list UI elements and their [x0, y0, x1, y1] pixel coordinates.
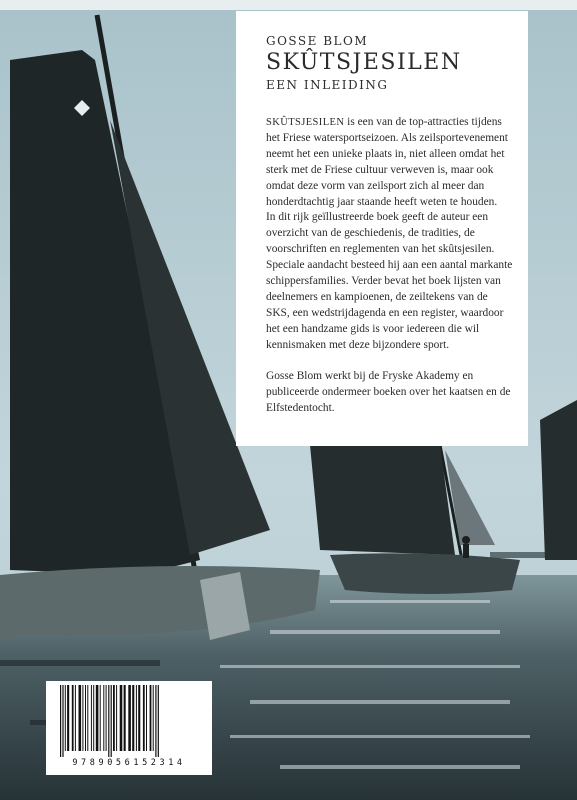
barcode-bar [124, 685, 126, 751]
barcode-bar [82, 685, 83, 751]
barcode-bar [113, 685, 115, 751]
barcode-bar [111, 685, 112, 757]
barcode-bar [150, 685, 152, 751]
barcode-bar [106, 685, 107, 751]
text-panel [236, 11, 528, 446]
blurb-paragraph-intro [266, 115, 514, 210]
blurb [266, 115, 514, 417]
barcode-bar [138, 685, 140, 751]
blurb-paragraph-author-bio: Gosse Blom werkt bij de Fryske Akademy en publiceerde ondermeer boeken over het kaatsen en de Elfstedentocht. [266, 370, 511, 415]
barcode-bar [87, 685, 88, 751]
barcode-bar [75, 685, 76, 751]
barcode-bar [93, 685, 94, 751]
blurb-paragraph-content: In dit rijk geïllustreerde boek geeft de auteur een overzicht van de geschiedenis, de tradities, de voorschriften en reglementen van het skûtsjesilen. Speciale aandacht besteed hij aan een aantal markante schippersfamilies. Verder bevat het boek lijsten van deelnemers en kampioenen, de zeiltekens van de SKS, een wedstrijdagenda en een register, waardoor het een handzame gids is voor iedereen die wil kennismaken met deze bijzondere sport. [266, 211, 513, 351]
barcode-bar [85, 685, 86, 751]
barcode-bar [143, 685, 145, 751]
barcode-bar [79, 685, 82, 751]
barcode-bar [65, 685, 66, 751]
blurb-intro-text: is een van de top-attracties tijdens het Friese watersportseizoen. Als zeilsportevenement neemt het een unieke plaats in, niet alleen omdat het sterk met de Friese cultuur verweven is, maar ook omdat deze vorm van zeilsport zich al meer dan honderdtachtig jaar staande heeft weten te houden. [266, 116, 508, 208]
isbn-number: 9789056152314 [72, 758, 186, 768]
barcode-bar [116, 685, 117, 751]
barcode-bar [155, 685, 156, 757]
barcode-bar [136, 685, 137, 751]
barcode-bar [132, 685, 134, 751]
barcode-bar [100, 685, 101, 751]
barcode-image [60, 685, 198, 757]
barcode-bar [91, 685, 92, 751]
barcode-bar [96, 685, 99, 751]
barcode-bar [72, 685, 74, 751]
barcode-bar [103, 685, 104, 751]
barcode-bar [120, 685, 123, 751]
barcode-bar [158, 685, 159, 757]
barcode-bar [62, 685, 63, 757]
barcode-bar [60, 685, 61, 757]
barcode-label [46, 681, 212, 775]
barcode-bar [153, 685, 154, 751]
barcode-bar [128, 685, 131, 751]
book-subtitle: EEN INLEIDING [266, 78, 389, 92]
barcode-bar [146, 685, 147, 751]
blurb-lead-word: SKÛTSJESILEN [266, 117, 345, 128]
barcode-bar [67, 685, 69, 751]
barcode-bar [108, 685, 109, 757]
author-name: GOSSE BLOM [266, 34, 369, 48]
book-title: SKÛTSJESILEN [266, 50, 462, 75]
